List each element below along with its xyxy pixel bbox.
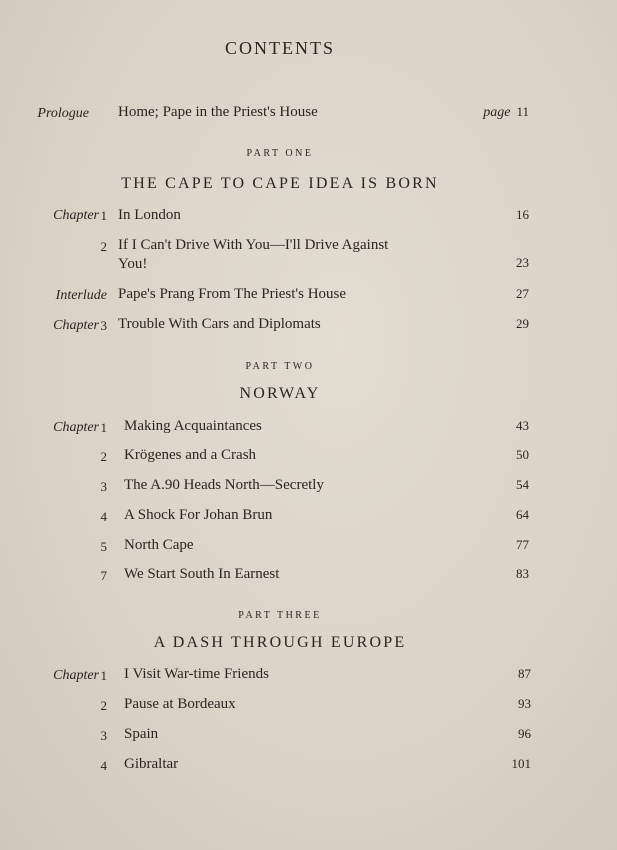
chapter-number: 7	[100, 568, 107, 583]
part-two-title: NORWAY	[239, 385, 321, 402]
part-two-label: PART TWO	[245, 361, 315, 372]
chapter-title: I Visit War-time Friends	[124, 666, 269, 682]
chapter-title-continued: You!	[118, 256, 148, 272]
chapter-number: 3	[100, 318, 107, 333]
chapter-number: 1	[100, 420, 107, 435]
chapter-number: 2	[100, 239, 107, 254]
chapter-title: Pause at Bordeaux	[124, 696, 236, 712]
chapter-title: Making Acquaintances	[124, 418, 262, 434]
chapter-page: 77	[516, 537, 529, 552]
interlude-label: Interlude	[55, 288, 107, 303]
chapter-number: 5	[100, 539, 107, 554]
chapter-number: 4	[100, 509, 107, 524]
chapter-page: 16	[516, 207, 529, 222]
page-word: page	[483, 105, 511, 120]
chapter-page: 101	[511, 756, 531, 771]
page-number: 11	[516, 104, 529, 119]
chapter-title: In London	[118, 207, 181, 223]
prologue-label: Prologue	[37, 106, 89, 121]
chapter-number: 1	[100, 668, 107, 683]
chapter-title: The A.90 Heads North—Secretly	[124, 477, 324, 493]
prologue-page	[483, 104, 529, 121]
chapter-page: 93	[518, 696, 531, 711]
chapter-label: Chapter	[53, 208, 99, 223]
chapter-label: Chapter	[53, 318, 99, 333]
part-one-label: PART ONE	[246, 148, 314, 159]
chapter-title: Trouble With Cars and Diplomats	[118, 316, 321, 332]
page-title: CONTENTS	[225, 38, 335, 58]
chapter-page: 43	[516, 418, 529, 433]
chapter-title: We Start South In Earnest	[124, 566, 280, 582]
part-three-label: PART THREE	[238, 610, 322, 621]
chapter-page: 29	[516, 316, 529, 331]
chapter-label: Chapter	[53, 668, 99, 683]
chapter-page: 87	[518, 666, 531, 681]
interlude-page: 27	[516, 286, 529, 301]
chapter-page: 64	[516, 507, 529, 522]
chapter-page: 96	[518, 726, 531, 741]
chapter-label: Chapter	[53, 420, 99, 435]
chapter-number: 3	[100, 728, 107, 743]
chapter-page: 23	[516, 255, 529, 270]
chapter-page: 54	[516, 477, 529, 492]
chapter-number: 2	[100, 449, 107, 464]
chapter-number: 4	[100, 758, 107, 773]
chapter-title: Gibraltar	[124, 756, 179, 772]
chapter-number: 3	[100, 479, 107, 494]
chapter-title: Spain	[124, 726, 159, 742]
chapter-page: 50	[516, 447, 529, 462]
part-three-title: A DASH THROUGH EUROPE	[153, 634, 407, 651]
chapter-title: Krögenes and a Crash	[124, 447, 257, 463]
prologue-title: Home; Pape in the Priest's House	[118, 104, 318, 120]
chapter-title: North Cape	[124, 537, 194, 553]
chapter-title: If I Can't Drive With You—I'll Drive Against	[118, 237, 389, 253]
interlude-title: Pape's Prang From The Priest's House	[118, 286, 347, 302]
chapter-title: A Shock For Johan Brun	[124, 507, 273, 523]
chapter-number: 1	[100, 208, 107, 223]
part-one-title: THE CAPE TO CAPE IDEA IS BORN	[121, 175, 439, 192]
chapter-number: 2	[100, 698, 107, 713]
chapter-page: 83	[516, 566, 529, 581]
